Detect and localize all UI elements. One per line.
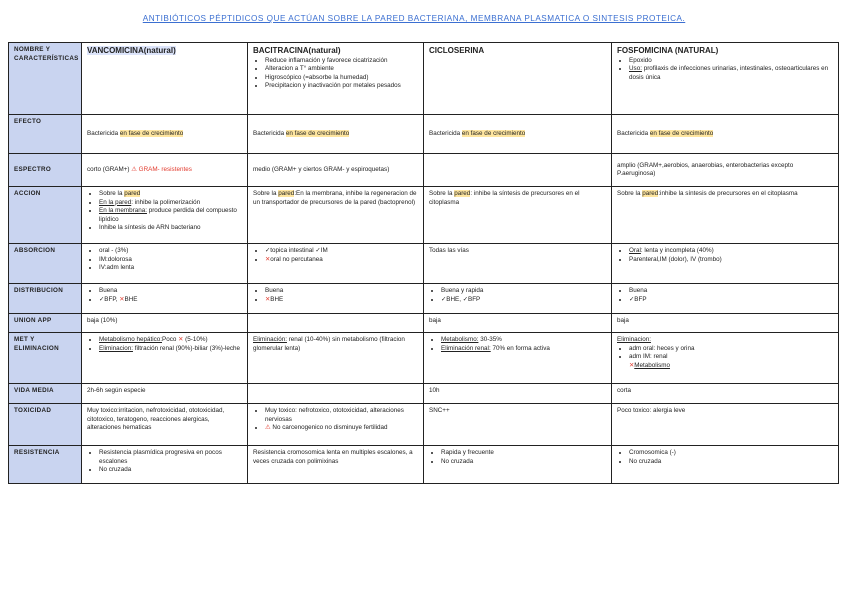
table-row (9, 43, 839, 115)
table-cell: Bactericida en fase de crecimiento (248, 115, 424, 154)
cross-icon: ✕ (265, 295, 271, 303)
list-item: • ✓topica intestinal ✓IM (265, 247, 418, 256)
bacitracina-header-cell (248, 43, 424, 115)
table-row (9, 314, 839, 333)
list-item: • Parenteral,IM (dolor), IV (trombo) (629, 256, 833, 265)
list-item: • adm oral: heces y orina (629, 345, 833, 354)
list-item: • Resistencia plasmídica progresiva en pocos escalones (99, 449, 242, 466)
list-item: • Metabolismo: 30-35% (441, 336, 606, 345)
table-cell (82, 333, 248, 384)
list-item: • adm IM: renal (629, 353, 833, 362)
vancomicina-title: VANCOMICINA(natural) (87, 46, 176, 55)
table-cell (612, 446, 839, 484)
table-cell (424, 446, 612, 484)
row-label: VIDA MEDIA (9, 384, 82, 404)
cicloserina-header-cell (424, 43, 612, 115)
list-item: • En la membrana: produce perdida del compuesto lipídico (99, 207, 242, 224)
table-cell (612, 333, 839, 384)
table-cell (424, 284, 612, 314)
list-item: • En la pared: inhibe la polimerización (99, 199, 242, 208)
list-item: • ✓BFP (629, 296, 833, 305)
table-cell: baja (424, 314, 612, 333)
bacitracina-properties (253, 57, 418, 91)
list-item: • Cromosomica (-) (629, 449, 833, 458)
table-cell: Todas las vías (424, 244, 612, 284)
list-item: • Alteracion a T° ambiente (265, 65, 418, 74)
antibiotics-table (8, 42, 839, 484)
list-item: • Precipitacion y inactivación por metales pesados (265, 82, 418, 91)
list-item: • Epoxido (629, 57, 833, 66)
table-cell (248, 244, 424, 284)
list-item: • IV:adm lenta (99, 264, 242, 273)
row-label: MET Y ELIMINACION (9, 333, 82, 384)
cross-icon: ✕ (119, 295, 125, 303)
table-cell (424, 154, 612, 187)
table-cell: medio (GRAM+ y ciertos GRAM- y espiroquetas) (248, 154, 424, 187)
list-item: • Sobre la pared (99, 190, 242, 199)
table-cell (82, 446, 248, 484)
table-row (9, 244, 839, 284)
table-cell: Muy toxico:irritacion, nefrotoxicidad, ototoxicidad, citotoxico, teratogeno, reacciones alergicas, alteraciones hematicas (82, 404, 248, 446)
list-item: • Rapida y frecuente (441, 449, 606, 458)
row-label: TOXICIDAD (9, 404, 82, 446)
row-label: DISTRIBUCION (9, 284, 82, 314)
table-row (9, 404, 839, 446)
table-row (9, 154, 839, 187)
table-cell (612, 284, 839, 314)
table-cell: corta (612, 384, 839, 404)
list-item: • Metabolismo hepático:Poco ✕ (5-10%) (99, 336, 242, 345)
row-label: EFECTO (9, 115, 82, 154)
warning-icon: ⚠ (265, 424, 271, 431)
cross-icon: ✕ (178, 336, 184, 343)
table-cell: baja (10%) (82, 314, 248, 333)
list-item: • No cruzada (629, 458, 833, 467)
warning-icon: ⚠ (131, 165, 137, 173)
table-cell: SNC++ (424, 404, 612, 446)
table-row (9, 333, 839, 384)
cicloserina-title: CICLOSERINA (429, 46, 485, 55)
page-title: ANTIBIÓTICOS PÉPTIDICOS QUE ACTÚAN SOBRE LA PARED BACTERIANA, MEMBRANA PLASMATICA O SINTESIS PROTEICA. (142, 14, 686, 23)
table-cell: amplio (GRAM+,aerobios, anaerobias, enterobacterias excepto P.aeruginosa) (612, 154, 839, 187)
table-cell (612, 244, 839, 284)
fosfomicina-header-cell (612, 43, 839, 115)
list-item: • Oral: lenta y incompleta (40%) (629, 247, 833, 256)
row-label: ESPECTRO (9, 154, 82, 187)
table-cell: 2h-6h según especie (82, 384, 248, 404)
table-cell: baja (612, 314, 839, 333)
table-row (9, 187, 839, 244)
list-item: • ✕BHE (265, 296, 418, 305)
list-item: • No cruzada (441, 458, 606, 467)
list-item: • Buena (629, 287, 833, 296)
list-item: • Buena (265, 287, 418, 296)
table-cell: corto (GRAM+) ⚠ GRAM- resistentes (82, 154, 248, 187)
table-cell: Sobre la pared: inhibe la síntesis de precursores en el citoplasma (424, 187, 612, 244)
table-cell: Sobre la pared:inhibe la síntesis de precursores en el citoplasma (612, 187, 839, 244)
cross-icon: ✕ (265, 255, 271, 263)
table-cell (82, 187, 248, 244)
row-label: ABSORCION (9, 244, 82, 284)
list-item: • Eliminacion: filtración renal (90%)-biliar (3%)-leche (99, 345, 242, 354)
list-item: • Higroscópico (=absorbe la humedad) (265, 74, 418, 83)
table-cell: Sobre la pared:En la membrana, inhibe la regeneracion de un transportador de precursores de la pared (bactoprenol) (248, 187, 424, 244)
list-item: • Muy toxico: nefrotoxico, ototoxicidad, alteraciones nerviosas (265, 407, 418, 424)
list-item: • ✓BHE, ✓BFP (441, 296, 606, 305)
table-cell (248, 284, 424, 314)
fosfomicina-title: FOSFOMICINA (NATURAL) (617, 46, 719, 55)
list-item: • Inhibe la síntesis de ARN bacteriano (99, 224, 242, 233)
table-cell (248, 314, 424, 333)
table-cell: Bactericida en fase de crecimiento (82, 115, 248, 154)
list-item: • Eliminación renal: 70% en forma activa (441, 345, 606, 354)
cross-icon: ✕ (629, 361, 635, 369)
row-label: RESISTENCIA (9, 446, 82, 484)
table-cell (82, 244, 248, 284)
list-item: • Buena (99, 287, 242, 296)
list-item: • Uso: profilaxis de infecciones urinarias, intestinales, osteoarticulares en dosis única (629, 65, 833, 82)
list-item: • Reduce inflamación y favorece cicatrización (265, 57, 418, 66)
fosfomicina-properties (617, 57, 833, 83)
table-row (9, 446, 839, 484)
bacitracina-title: BACITRACINA(natural) (253, 46, 341, 55)
table-cell (248, 404, 424, 446)
table-cell (424, 333, 612, 384)
table-cell: Poco toxico: alergia leve (612, 404, 839, 446)
table-cell: 10h (424, 384, 612, 404)
list-item: • ✓BFP, ✕BHE (99, 296, 242, 305)
table-cell: Bactericida en fase de crecimiento (424, 115, 612, 154)
list-item: Eliminacion: (617, 336, 651, 343)
list-item: • Buena y rapida (441, 287, 606, 296)
row-label: UNION APP (9, 314, 82, 333)
table-cell: Eliminación: renal (10-40%) sin metabolismo (filtracion glomerular lenta) (248, 333, 424, 384)
row-label: NOMBRE Y CARACTERÍSTICAS (9, 43, 82, 115)
list-item: • ✕oral no percutanea (265, 256, 418, 265)
list-item: ✕Metabolismo (629, 361, 670, 369)
row-label: ACCION (9, 187, 82, 244)
table-cell: Bactericida en fase de crecimiento (612, 115, 839, 154)
table-cell (82, 284, 248, 314)
vancomicina-header-cell (82, 43, 248, 115)
table-row (9, 284, 839, 314)
list-item: • IM:dolorosa (99, 256, 242, 265)
list-item: • ⚠ No carcenogenico no disminuye fertilidad (265, 424, 418, 433)
table-row (9, 115, 839, 154)
list-item: • No cruzada (99, 466, 242, 475)
table-cell: Resistencia cromosomica lenta en multiples escalones, a veces cruzada con polimixinas (248, 446, 424, 484)
table-cell (248, 384, 424, 404)
table-row (9, 384, 839, 404)
list-item: • oral - (3%) (99, 247, 242, 256)
